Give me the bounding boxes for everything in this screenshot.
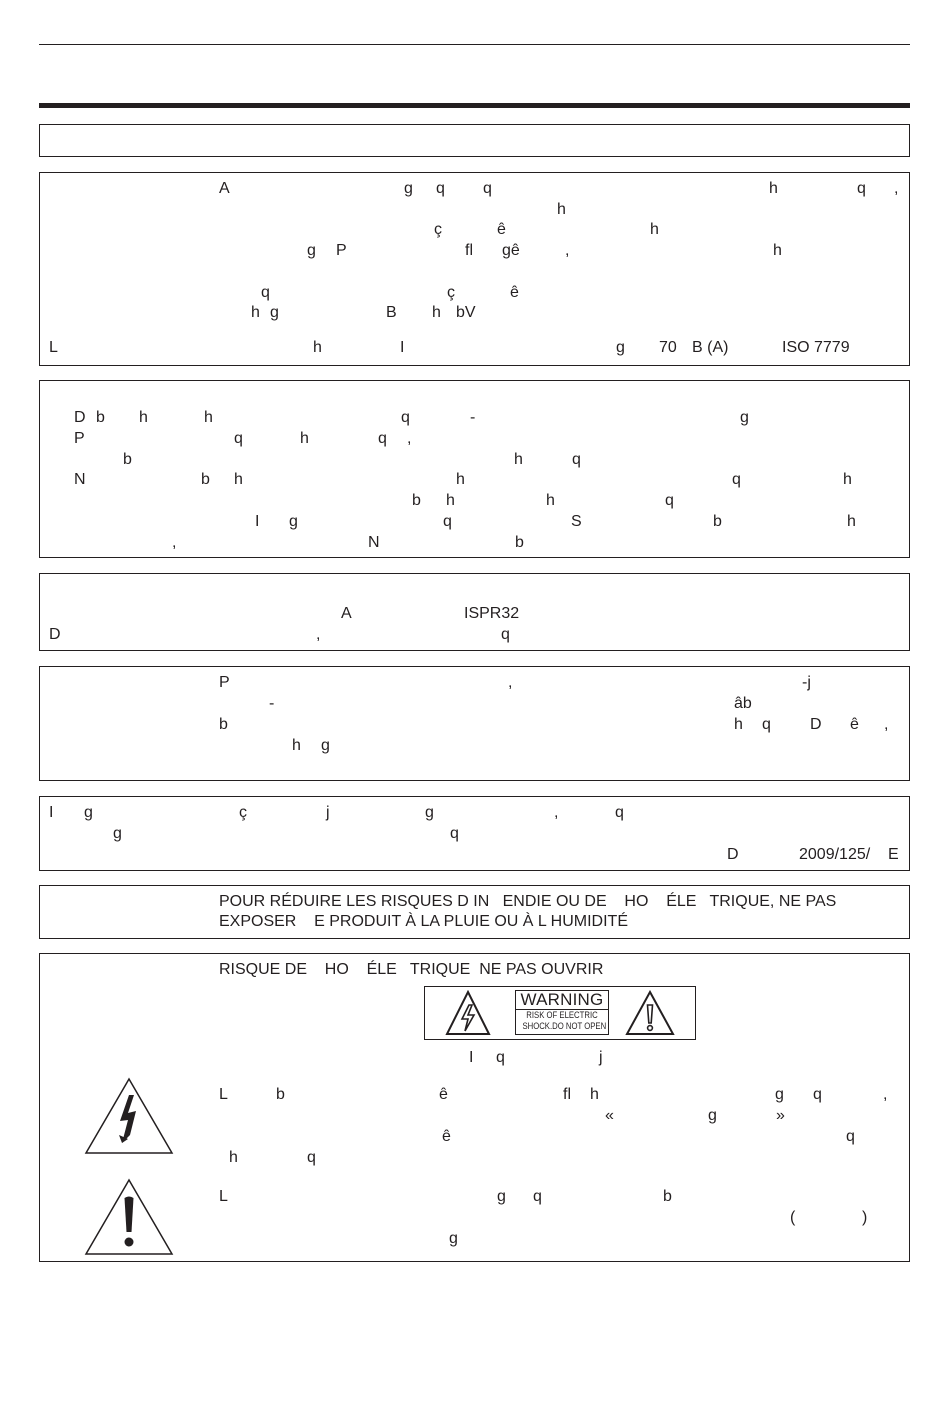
text-fragment: , (565, 242, 570, 259)
text-fragment: g (307, 242, 316, 259)
text-fragment: g (449, 1230, 458, 1247)
text-fragment: ( (790, 1209, 796, 1226)
title-rule (39, 103, 910, 108)
text-fragment: q (846, 1128, 855, 1145)
text-fragment: h (514, 451, 523, 468)
text-fragment: b (663, 1188, 672, 1205)
text-fragment: - (470, 409, 476, 426)
text-fragment: fl (465, 242, 473, 259)
text-fragment: , (883, 1086, 888, 1103)
text-fragment: g (708, 1107, 717, 1124)
text-fragment: ê (442, 1128, 451, 1145)
lightning-bolt-warning-icon (84, 1077, 174, 1155)
text-fragment: q (234, 430, 243, 447)
text-fragment: h (234, 471, 243, 488)
text-fragment: q (378, 430, 387, 447)
box-notice-plug (39, 666, 910, 781)
text-fragment: q (615, 804, 624, 821)
warning-subtitle-1: RISK OF ELECTRIC (526, 1010, 598, 1020)
text-fragment: q (665, 492, 674, 509)
text-fragment: D (74, 409, 86, 426)
text-fragment: h (546, 492, 555, 509)
text-fragment: h (229, 1149, 238, 1166)
text-fragment: , (407, 430, 412, 447)
text-fragment: q (501, 626, 510, 643)
text-fragment: h (843, 471, 852, 488)
warning-label-plate (424, 986, 696, 1040)
text-fragment: h (313, 339, 322, 356)
text-fragment: P (336, 242, 347, 259)
text-fragment: b (412, 492, 421, 509)
text-fragment: I (400, 339, 405, 356)
text-fragment: âb (734, 695, 752, 712)
text-fragment: A (219, 180, 230, 197)
text-fragment: q (813, 1086, 822, 1103)
text-fragment: ê (497, 221, 506, 238)
warning-text-block (515, 990, 609, 1035)
text-fragment: j (326, 804, 330, 821)
text-fragment: I (255, 513, 260, 530)
text-fragment: h (446, 492, 455, 509)
warning-line-1: POUR RÉDUIRE LES RISQUES D IN ENDIE OU DE HO ÉLE TRIQUE, NE PAS (219, 893, 837, 910)
text-fragment: ç (239, 804, 247, 821)
text-fragment: q (732, 471, 741, 488)
text-fragment: S (571, 513, 582, 530)
text-fragment: q (443, 513, 452, 530)
text-fragment: D (49, 626, 61, 643)
text-fragment: q (572, 451, 581, 468)
text-fragment: g (425, 804, 434, 821)
text-fragment: D (727, 846, 739, 863)
text-fragment: q (261, 284, 270, 301)
text-fragment: « (605, 1107, 614, 1124)
text-fragment: q (307, 1149, 316, 1166)
text-fragment: - (269, 695, 275, 712)
text-fragment: , (172, 534, 177, 551)
text-fragment: fl (563, 1086, 571, 1103)
text-fragment: gê (502, 242, 520, 259)
text-fragment: g (289, 513, 298, 530)
text-fragment: g (404, 180, 413, 197)
text-fragment: B (A) (692, 339, 729, 356)
text-fragment: q (436, 180, 445, 197)
text-fragment: g (616, 339, 625, 356)
text-fragment: b (713, 513, 722, 530)
box-notice-noise (39, 172, 910, 366)
text-fragment: g (740, 409, 749, 426)
text-fragment: h (139, 409, 148, 426)
text-fragment: ç (434, 221, 442, 238)
text-fragment: q (496, 1049, 505, 1066)
text-fragment: b (96, 409, 105, 426)
text-fragment: , (508, 674, 513, 691)
text-fragment: j (599, 1049, 603, 1066)
text-fragment: b (276, 1086, 285, 1103)
text-fragment: q (401, 409, 410, 426)
box-header (39, 124, 910, 157)
text-fragment: q (450, 825, 459, 842)
text-fragment: D (810, 716, 822, 733)
text-fragment: g (775, 1086, 784, 1103)
top-rule (39, 44, 910, 45)
text-fragment: ISO 7779 (782, 339, 850, 356)
text-fragment: I (49, 804, 54, 821)
text-fragment: h (292, 737, 301, 754)
text-fragment: bV (456, 304, 476, 321)
text-fragment: ê (850, 716, 859, 733)
warning-line-2: EXPOSER E PRODUIT À LA PLUIE OU À L HUMIDITÉ (219, 913, 628, 930)
text-fragment: g (270, 304, 279, 321)
text-fragment: h (300, 430, 309, 447)
text-fragment: , (894, 180, 899, 197)
text-fragment: 70 (659, 339, 677, 356)
warning-title: WARNING (516, 991, 608, 1010)
text-fragment: 2009/125/ (799, 846, 871, 863)
exclamation-warning-icon (84, 1178, 174, 1256)
text-fragment: , (884, 716, 889, 733)
text-fragment: h (769, 180, 778, 197)
text-fragment: » (776, 1107, 785, 1124)
text-fragment: L (219, 1086, 228, 1103)
text-fragment: q (762, 716, 771, 733)
text-fragment: ç (447, 284, 455, 301)
text-fragment: ê (439, 1086, 448, 1103)
box-notice-ecodesign (39, 796, 910, 871)
text-fragment: h (251, 304, 260, 321)
text-fragment: h (847, 513, 856, 530)
text-fragment: E (888, 846, 899, 863)
text-fragment: h (773, 242, 782, 259)
text-fragment: N (74, 471, 86, 488)
text-fragment: -j (802, 674, 811, 691)
text-fragment: I (469, 1049, 474, 1066)
text-fragment: h (432, 304, 441, 321)
text-fragment: h (650, 221, 659, 238)
text-fragment: q (533, 1188, 542, 1205)
text-fragment: g (497, 1188, 506, 1205)
text-fragment: B (386, 304, 397, 321)
text-fragment: L (49, 339, 58, 356)
text-fragment: P (219, 674, 230, 691)
text-fragment: P (74, 430, 85, 447)
text-fragment: ê (510, 284, 519, 301)
shock-heading: RISQUE DE HO ÉLE TRIQUE NE PAS OUVRIR (219, 961, 604, 978)
text-fragment: g (113, 825, 122, 842)
text-fragment: ISPR32 (464, 605, 520, 622)
text-fragment: b (123, 451, 132, 468)
text-fragment: h (456, 471, 465, 488)
text-fragment: b (219, 716, 228, 733)
text-fragment: A (341, 605, 352, 622)
text-fragment: N (368, 534, 380, 551)
text-fragment: q (857, 180, 866, 197)
warning-subtitle-2: SHOCK.DO NOT OPEN (522, 1021, 607, 1031)
text-fragment: g (84, 804, 93, 821)
text-fragment: ) (862, 1209, 868, 1226)
text-fragment: h (557, 201, 566, 218)
text-fragment: h (734, 716, 743, 733)
lightning-triangle-icon (445, 990, 491, 1036)
text-fragment: , (316, 626, 321, 643)
text-fragment: b (515, 534, 524, 551)
text-fragment: h (590, 1086, 599, 1103)
text-fragment: q (483, 180, 492, 197)
text-fragment: L (219, 1188, 228, 1205)
box-notice-hearing (39, 380, 910, 558)
text-fragment: g (321, 737, 330, 754)
text-fragment: h (204, 409, 213, 426)
exclamation-triangle-icon (625, 990, 675, 1036)
text-fragment: b (201, 471, 210, 488)
text-fragment: , (554, 804, 559, 821)
